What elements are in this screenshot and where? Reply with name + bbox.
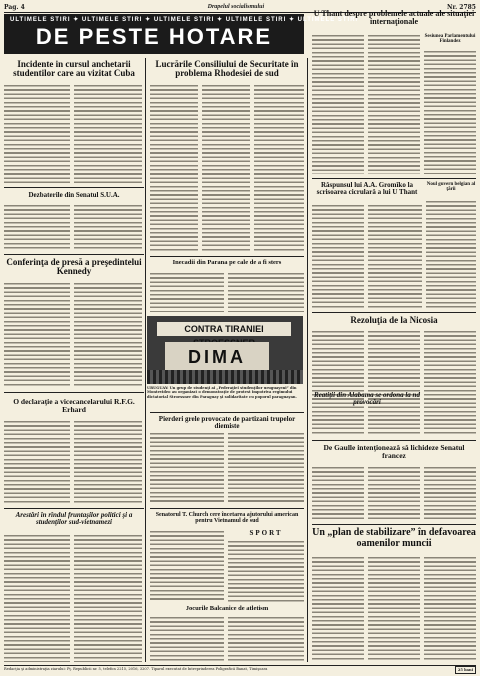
divider: [4, 254, 144, 255]
headline-degaulle: De Gaulle intenţionează să lichideze Senatul francez: [323, 443, 465, 460]
article-jocurile-col1: [150, 616, 224, 662]
divider: [312, 524, 476, 525]
photo-caption: URUGUAY: Un grup de studenţi ai „Federaţiei studenţilor uruguayeni” din Montevideo au organizat o demonstraţie de protest împotriva regimului dictatorial Stroessner din Paraguay şi solidaritate cu poporul paraguayan.: [147, 386, 297, 399]
article-plan-col2: [368, 556, 420, 662]
headline-rhodesia: Lucrările Consiliului de Securitate în problema Rhodesiei de sud: [155, 59, 299, 79]
divider: [4, 508, 144, 509]
article-rhodesia-col3: [254, 84, 304, 252]
article-senator-col1: [150, 530, 224, 602]
divider: [4, 187, 144, 188]
headline-senat: Dezbaterile din Senatul S.U.A.: [28, 191, 120, 199]
article-pierderi-col2: [228, 432, 304, 504]
article-cuba-col2: [74, 84, 142, 184]
headline-arestari: Arestări în rîndul fruntaşilor politici şi a studenţilor sud-vietnamezi: [15, 511, 133, 527]
article-rhodesia-col2: [202, 84, 250, 252]
section-banner: [4, 14, 359, 54]
article-sport: [228, 540, 304, 602]
headline-thant-top: U Thant despre problemele actuale ale situaţiei internaţionale: [313, 9, 475, 27]
headline-nicosia: Rezoluţia de la Nicosia: [350, 315, 438, 325]
photo-demonstration: [147, 316, 303, 384]
photo-banner: CONTRA TIRANIEI: [157, 322, 291, 336]
article-degaulle-col2: [368, 466, 420, 520]
article-nicosia-col1: [312, 330, 364, 436]
article-rhodesia-col1: [150, 84, 198, 252]
headline-plan: Un „plan de stabilizare” în defavoarea oamenilor muncii: [312, 527, 476, 549]
divider: [4, 392, 144, 393]
article-parana-col1: [150, 272, 224, 312]
headline-thant-reply: Răspunsul lui A.A. Gromîko la scrisoarea cicrulară a lui U Thant: [316, 181, 418, 197]
article-cuba-col1: [4, 84, 70, 184]
footer-note: Redacţia şi administraţia ziarului: Pţ. Republicii nr. 5, telefon 2215, 2016, 3207. Tiparul executat de întreprinderea Poligrafică Banat, Timişoara: [4, 667, 268, 671]
article-jocurile-col2: [228, 616, 304, 662]
article-sesiune: [424, 50, 476, 174]
divider: [312, 440, 476, 441]
article-thant-col1: [312, 34, 364, 174]
divider: [312, 312, 476, 313]
article-pierderi-col1: [150, 432, 224, 504]
article-senat-col2: [74, 204, 142, 250]
headline-alabama: Reatiții din Alabama se ordona la nd provocări: [314, 391, 420, 407]
column-rule: [307, 58, 308, 662]
headline-pierderi: Pierderi grele provocate de partizani trupelor diemiste: [158, 415, 296, 431]
article-kennedy-col2: [74, 282, 142, 388]
article-erhard-col1: [4, 420, 70, 504]
article-nicosia-col3: [424, 330, 476, 436]
column-rule: [145, 58, 146, 662]
headline-parana: Inecadii din Parana pe cale de a fi sters: [172, 259, 282, 266]
banner-title: DE PESTE HOTARE: [35, 24, 273, 49]
headline-noua: Noul guvern belgian al ţării: [426, 182, 476, 193]
divider: [150, 508, 304, 509]
article-kennedy-col1: [4, 282, 70, 388]
banner-strip: ULTIMELE STIRI ✦ ULTIMELE STIRI ✦ ULTIMELE STIRI ✦ ULTIMELE STIRI ✦ ULTIMELE STIRI: [10, 17, 359, 23]
article-reply-col1: [312, 204, 364, 308]
photo-crowd: [147, 370, 303, 384]
issue-number: Nr. 2785: [447, 3, 476, 11]
headline-erhard: O declaraţie a vicecancelarului R.F.G. Erhard: [13, 397, 135, 414]
article-nicosia-col2: [368, 330, 420, 436]
page-number: Pag. 4: [4, 3, 25, 11]
article-degaulle-col3: [424, 466, 476, 520]
headline-cuba: Incidente in cursul anchetarii studentilor care au vizitat Cuba: [13, 59, 135, 79]
article-parana-col2: [228, 272, 304, 312]
divider: [312, 178, 476, 179]
article-thant-col2: [368, 34, 420, 174]
article-reply-col2: [368, 204, 422, 308]
divider: [150, 256, 304, 257]
article-arestari-col2: [74, 534, 142, 662]
paper-name: Drapelul socialismului: [207, 4, 265, 10]
headline-senator: Senatorul T. Church cere încetarea ajutorului american pentru Vietnamul de sud: [155, 512, 299, 525]
article-senat-col1: [4, 204, 70, 250]
headline-jocurile: Jocurile Balcanice de atletism: [185, 605, 269, 612]
article-degaulle-col1: [312, 466, 364, 520]
article-arestari-col1: [4, 534, 70, 662]
article-plan-col3: [424, 556, 476, 662]
page-footer: [4, 665, 476, 674]
article-erhard-col2: [74, 420, 142, 504]
article-noua: [426, 200, 476, 308]
divider: [150, 412, 304, 413]
article-plan-col1: [312, 556, 364, 662]
headline-sport: SPORT: [249, 529, 283, 537]
footer-price: 25 bani: [455, 666, 476, 674]
headline-sesiune: Sesiunea Parlamentului Finlandez: [424, 34, 476, 45]
headline-kennedy: Conferinţa de presă a preşedintelui Kennedy: [6, 257, 142, 277]
photo-sign: DIMA: [165, 342, 269, 372]
